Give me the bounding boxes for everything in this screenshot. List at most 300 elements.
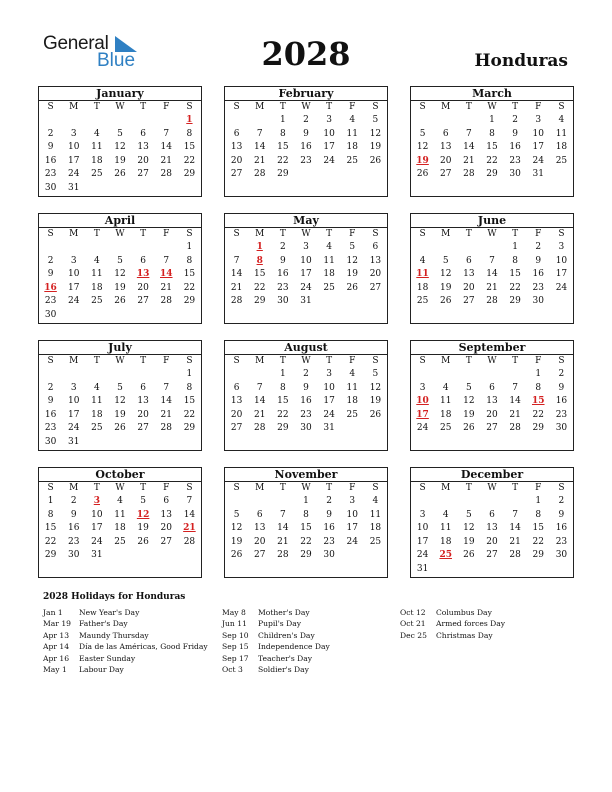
day-cell: 7 xyxy=(489,255,495,266)
day-cell: 10 xyxy=(532,128,544,139)
day-cell: 26 xyxy=(230,550,243,561)
day-cell: 9 xyxy=(303,382,309,393)
day-cell: 7 xyxy=(163,382,170,393)
week-row xyxy=(39,368,201,382)
day-cell: 30 xyxy=(555,550,568,561)
day-cell: 30 xyxy=(300,423,312,434)
day-cell: 20 xyxy=(369,269,382,280)
holiday-list-item xyxy=(400,607,580,618)
day-cell: 4 xyxy=(349,115,356,125)
day-cell: 7 xyxy=(163,255,170,266)
weekday-label: W xyxy=(487,102,497,112)
day-cell: 29 xyxy=(486,169,498,180)
day-cell: 26 xyxy=(114,423,126,434)
day-cell: 18 xyxy=(91,155,103,166)
weekday-label: S xyxy=(558,229,565,239)
holiday-day-cell: 14 xyxy=(160,269,173,280)
day-cell xyxy=(108,549,131,563)
week-row xyxy=(411,241,573,255)
day-cell xyxy=(225,114,248,128)
day-cell: 20 xyxy=(230,409,243,420)
day-cell: 10 xyxy=(323,382,335,393)
day-cell: 21 xyxy=(160,282,172,293)
day-cell: 23 xyxy=(509,155,521,166)
week-row xyxy=(225,155,387,169)
day-cell: 4 xyxy=(326,242,332,252)
day-cell: 21 xyxy=(463,155,475,166)
week-row xyxy=(411,382,573,396)
week-row xyxy=(39,509,201,523)
day-cell: 19 xyxy=(137,523,149,534)
week-row xyxy=(411,395,573,409)
day-cell: 27 xyxy=(486,550,498,561)
day-cell: 6 xyxy=(465,255,472,266)
holiday-name: Mother's Day xyxy=(258,608,310,617)
weekday-label: T xyxy=(326,229,333,239)
holiday-name: Armed forces Day xyxy=(436,619,506,629)
week-row xyxy=(39,395,201,409)
weekday-label: F xyxy=(163,356,170,366)
day-cell: 12 xyxy=(114,142,126,153)
day-cell: 13 xyxy=(137,142,149,153)
day-cell xyxy=(411,114,434,128)
day-cell: 24 xyxy=(323,409,335,420)
day-cell: 14 xyxy=(160,142,172,153)
day-cell: 27 xyxy=(369,282,382,293)
day-cell: 19 xyxy=(463,536,475,547)
weekday-label: T xyxy=(326,483,333,493)
day-cell: 29 xyxy=(183,296,196,307)
day-cell: 11 xyxy=(91,142,103,153)
day-cell: 28 xyxy=(160,296,172,307)
day-cell: 3 xyxy=(303,242,309,252)
day-cell: 11 xyxy=(323,255,335,266)
weekday-label: F xyxy=(535,102,542,112)
day-cell: 10 xyxy=(300,255,312,266)
day-cell: 9 xyxy=(303,128,309,139)
holiday-date: Oct 21 xyxy=(400,619,426,629)
day-cell xyxy=(480,241,503,255)
weekday-label: S xyxy=(233,483,240,493)
day-cell xyxy=(62,114,85,128)
day-cell: 22 xyxy=(44,536,57,547)
holiday-list-item xyxy=(222,641,402,652)
holiday-name: New Year's Day xyxy=(79,608,140,617)
holiday-name: Pupil's Day xyxy=(258,619,302,629)
weekday-label: W xyxy=(487,229,497,239)
day-cell: 8 xyxy=(279,128,286,139)
weekday-label: M xyxy=(69,356,79,366)
week-row xyxy=(411,563,573,577)
holiday-date: Sep 15 xyxy=(222,642,249,652)
day-cell xyxy=(132,114,155,128)
day-cell xyxy=(504,495,527,509)
day-cell: 20 xyxy=(463,282,475,293)
day-cell: 8 xyxy=(186,128,193,139)
week-row xyxy=(39,241,201,255)
day-cell: 2 xyxy=(558,496,565,506)
holiday-list-item xyxy=(43,641,223,652)
day-cell xyxy=(155,436,178,450)
day-cell: 5 xyxy=(117,382,123,393)
day-cell: 17 xyxy=(323,142,335,153)
day-cell: 30 xyxy=(509,169,521,180)
day-cell: 27 xyxy=(137,169,149,180)
day-cell: 18 xyxy=(91,282,103,293)
weekday-label: W xyxy=(301,483,311,493)
day-cell: 15 xyxy=(509,269,521,280)
day-cell: 10 xyxy=(67,142,80,153)
month-name: October xyxy=(39,468,201,482)
day-cell: 30 xyxy=(44,436,57,447)
week-row xyxy=(39,155,201,169)
day-cell: 19 xyxy=(369,396,382,407)
month-june xyxy=(410,213,574,324)
day-cell: 14 xyxy=(463,142,475,153)
week-row xyxy=(225,295,387,309)
weekday-label: F xyxy=(349,356,356,366)
day-cell: 16 xyxy=(67,523,80,534)
holiday-date: Sep 10 xyxy=(222,630,249,640)
weekday-label: S xyxy=(419,102,426,112)
day-cell: 9 xyxy=(558,509,565,520)
holiday-day-cell: 11 xyxy=(416,269,429,280)
day-cell: 26 xyxy=(463,423,475,434)
day-cell: 10 xyxy=(555,255,568,266)
holiday-day-cell: 21 xyxy=(183,523,196,534)
day-cell: 2 xyxy=(512,115,518,125)
day-cell: 22 xyxy=(277,155,289,166)
day-cell: 30 xyxy=(555,423,568,434)
day-cell: 22 xyxy=(532,536,544,547)
day-cell: 16 xyxy=(555,523,568,534)
day-cell: 8 xyxy=(279,382,286,393)
day-cell: 16 xyxy=(323,523,335,534)
week-row xyxy=(39,141,201,155)
weekday-label: S xyxy=(372,229,379,239)
day-cell: 10 xyxy=(323,128,335,139)
day-cell: 11 xyxy=(91,269,103,280)
weekday-label: W xyxy=(115,102,125,112)
day-cell: 28 xyxy=(230,296,243,307)
day-cell: 4 xyxy=(558,115,565,125)
week-row xyxy=(39,268,201,282)
day-cell: 22 xyxy=(183,282,196,293)
week-row xyxy=(225,536,387,550)
day-cell: 9 xyxy=(512,128,518,139)
day-cell: 8 xyxy=(535,382,542,393)
holiday-name: Columbus Day xyxy=(436,608,492,617)
day-cell xyxy=(457,114,480,128)
day-cell: 24 xyxy=(555,282,568,293)
weekday-label: S xyxy=(186,102,193,112)
weekday-label: T xyxy=(279,102,286,112)
day-cell: 22 xyxy=(277,409,289,420)
day-cell xyxy=(341,168,364,182)
day-cell xyxy=(132,368,155,382)
day-cell xyxy=(85,241,108,255)
weekday-label: T xyxy=(512,229,519,239)
week-row xyxy=(411,268,573,282)
day-cell: 30 xyxy=(44,182,57,193)
day-cell xyxy=(434,114,457,128)
day-cell: 28 xyxy=(183,536,196,547)
day-cell: 30 xyxy=(532,296,544,307)
weekday-header-row xyxy=(225,101,387,114)
day-cell xyxy=(155,309,178,323)
weekday-label: S xyxy=(558,102,565,112)
day-cell: 17 xyxy=(555,269,568,280)
week-row xyxy=(39,182,201,196)
day-cell xyxy=(85,436,108,450)
holiday-date: Jan 1 xyxy=(43,608,63,617)
day-cell: 22 xyxy=(253,282,266,293)
week-row xyxy=(411,549,573,563)
day-cell: 29 xyxy=(183,169,196,180)
holiday-list-item xyxy=(43,664,223,675)
day-cell: 11 xyxy=(346,128,358,139)
day-cell: 10 xyxy=(91,509,103,520)
day-cell: 7 xyxy=(279,509,286,520)
day-cell: 6 xyxy=(140,382,146,393)
holiday-day-cell: 25 xyxy=(439,550,452,561)
day-cell: 2 xyxy=(303,369,309,379)
weekday-header-row xyxy=(411,355,573,368)
day-cell xyxy=(225,368,248,382)
weekday-label: W xyxy=(301,229,311,239)
day-cell: 5 xyxy=(140,496,146,506)
month-july xyxy=(38,340,202,451)
day-cell: 25 xyxy=(91,423,103,434)
weekday-label: M xyxy=(255,102,265,112)
day-cell: 5 xyxy=(372,115,379,125)
day-cell: 12 xyxy=(463,523,475,534)
day-cell: 22 xyxy=(532,409,544,420)
day-cell xyxy=(155,241,178,255)
day-cell: 7 xyxy=(233,255,240,266)
weekday-label: M xyxy=(255,229,265,239)
day-cell: 20 xyxy=(486,536,498,547)
day-cell: 14 xyxy=(277,523,289,534)
weekday-label: S xyxy=(186,356,193,366)
day-cell xyxy=(504,368,527,382)
weekday-header-row xyxy=(39,228,201,241)
day-cell: 21 xyxy=(486,282,498,293)
weekday-label: M xyxy=(69,483,79,493)
day-cell: 6 xyxy=(489,382,495,393)
day-cell xyxy=(434,563,457,577)
week-row xyxy=(411,295,573,309)
day-cell: 12 xyxy=(114,396,126,407)
day-cell: 28 xyxy=(509,550,521,561)
day-cell xyxy=(85,309,108,323)
day-cell xyxy=(178,436,201,450)
weekday-label: S xyxy=(419,356,426,366)
weekday-label: T xyxy=(140,102,147,112)
day-cell: 20 xyxy=(137,155,149,166)
day-cell: 24 xyxy=(416,423,429,434)
holiday-list-column xyxy=(400,607,580,641)
day-cell: 18 xyxy=(114,523,126,534)
day-cell xyxy=(341,295,364,309)
day-cell xyxy=(434,368,457,382)
day-cell: 2 xyxy=(47,382,54,393)
day-cell: 1 xyxy=(535,369,542,379)
day-cell xyxy=(108,309,131,323)
holiday-day-cell: 13 xyxy=(136,269,150,280)
day-cell: 14 xyxy=(253,142,266,153)
day-cell xyxy=(108,436,131,450)
day-cell: 13 xyxy=(230,396,243,407)
day-cell: 5 xyxy=(372,369,379,379)
day-cell xyxy=(271,495,294,509)
day-cell: 28 xyxy=(277,550,289,561)
week-row xyxy=(39,295,201,309)
day-cell xyxy=(248,114,271,128)
weekday-label: T xyxy=(140,229,147,239)
weekday-label: S xyxy=(186,483,193,493)
week-row xyxy=(225,495,387,509)
day-cell: 12 xyxy=(230,523,243,534)
weekday-label: F xyxy=(349,102,356,112)
week-row xyxy=(411,114,573,128)
day-cell: 15 xyxy=(183,142,196,153)
day-cell xyxy=(457,368,480,382)
day-cell: 8 xyxy=(489,128,495,139)
day-cell: 3 xyxy=(70,128,77,139)
holiday-day-cell: 12 xyxy=(136,509,150,520)
holiday-list-item xyxy=(400,618,580,629)
day-cell: 6 xyxy=(163,496,170,506)
day-cell: 20 xyxy=(137,409,149,420)
day-cell: 15 xyxy=(183,269,196,280)
day-cell: 2 xyxy=(279,242,286,252)
day-cell xyxy=(62,241,85,255)
month-name: August xyxy=(225,341,387,355)
holiday-name: Labour Day xyxy=(79,664,124,674)
day-cell: 14 xyxy=(509,396,521,407)
day-cell: 7 xyxy=(465,128,472,139)
day-cell: 29 xyxy=(44,550,57,561)
week-row xyxy=(225,128,387,142)
day-cell xyxy=(550,295,573,309)
day-cell: 31 xyxy=(300,296,312,307)
day-cell: 4 xyxy=(442,509,449,520)
day-cell: 21 xyxy=(253,155,266,166)
day-cell: 29 xyxy=(532,550,544,561)
day-cell xyxy=(364,422,387,436)
day-cell: 3 xyxy=(349,496,356,506)
holiday-date: Oct 3 xyxy=(222,664,243,674)
day-cell: 31 xyxy=(416,563,429,574)
day-cell xyxy=(364,549,387,563)
day-cell: 1 xyxy=(186,369,193,379)
holiday-date: Mar 19 xyxy=(43,619,72,629)
day-cell: 12 xyxy=(369,128,382,139)
weekday-label: S xyxy=(233,356,240,366)
day-cell: 27 xyxy=(463,296,475,307)
day-cell: 6 xyxy=(372,242,379,252)
week-row xyxy=(225,549,387,563)
day-cell: 21 xyxy=(160,155,172,166)
day-cell: 29 xyxy=(183,423,196,434)
day-cell: 8 xyxy=(512,255,518,266)
holiday-day-cell: 16 xyxy=(44,282,57,293)
day-cell: 12 xyxy=(463,396,475,407)
day-cell: 25 xyxy=(346,409,358,420)
day-cell xyxy=(39,241,62,255)
holiday-day-cell: 3 xyxy=(93,496,100,506)
day-cell: 6 xyxy=(489,509,495,520)
weekday-label: S xyxy=(47,229,54,239)
day-cell: 26 xyxy=(114,296,126,307)
day-cell: 12 xyxy=(439,269,452,280)
weekday-label: T xyxy=(512,102,519,112)
day-cell: 24 xyxy=(416,550,429,561)
holidays-title: 2028 Holidays for Honduras xyxy=(43,592,186,602)
weekday-header-row xyxy=(411,228,573,241)
day-cell: 19 xyxy=(114,282,126,293)
day-cell: 31 xyxy=(91,550,103,561)
day-cell: 16 xyxy=(277,269,289,280)
day-cell: 18 xyxy=(346,142,358,153)
day-cell: 30 xyxy=(44,309,57,320)
logo-general-text: General xyxy=(43,33,109,54)
holiday-name: Easter Sunday xyxy=(79,653,136,663)
day-cell: 28 xyxy=(509,423,521,434)
day-cell: 16 xyxy=(555,396,568,407)
weekday-label: M xyxy=(441,229,451,239)
weekday-label: W xyxy=(115,229,125,239)
day-cell: 14 xyxy=(160,396,172,407)
day-cell: 20 xyxy=(486,409,498,420)
holiday-date: Sep 17 xyxy=(222,653,249,663)
day-cell: 6 xyxy=(442,128,449,139)
day-cell: 10 xyxy=(346,509,358,520)
day-cell: 5 xyxy=(465,382,472,393)
day-cell: 27 xyxy=(253,550,266,561)
day-cell: 26 xyxy=(439,296,452,307)
holiday-list-item xyxy=(222,630,402,641)
day-cell: 26 xyxy=(463,550,475,561)
month-november xyxy=(224,467,388,578)
day-cell xyxy=(457,241,480,255)
month-february xyxy=(224,86,388,197)
week-row xyxy=(39,436,201,450)
day-cell: 18 xyxy=(91,409,103,420)
day-cell: 27 xyxy=(160,536,172,547)
day-cell: 16 xyxy=(300,396,312,407)
day-cell xyxy=(480,495,503,509)
day-cell: 23 xyxy=(555,409,568,420)
day-cell: 15 xyxy=(44,523,57,534)
holiday-name: Father's Day xyxy=(79,619,128,629)
day-cell xyxy=(225,495,248,509)
day-cell: 23 xyxy=(555,536,568,547)
weekday-label: S xyxy=(233,229,240,239)
weekday-label: S xyxy=(372,102,379,112)
day-cell: 2 xyxy=(558,369,565,379)
day-cell: 21 xyxy=(509,409,521,420)
weekday-label: T xyxy=(140,483,147,493)
day-cell: 2 xyxy=(70,496,77,506)
day-cell: 25 xyxy=(346,155,358,166)
day-cell: 15 xyxy=(277,142,289,153)
weekday-label: T xyxy=(93,102,100,112)
day-cell: 3 xyxy=(535,115,542,125)
weekday-label: W xyxy=(301,356,311,366)
week-row xyxy=(39,168,201,182)
